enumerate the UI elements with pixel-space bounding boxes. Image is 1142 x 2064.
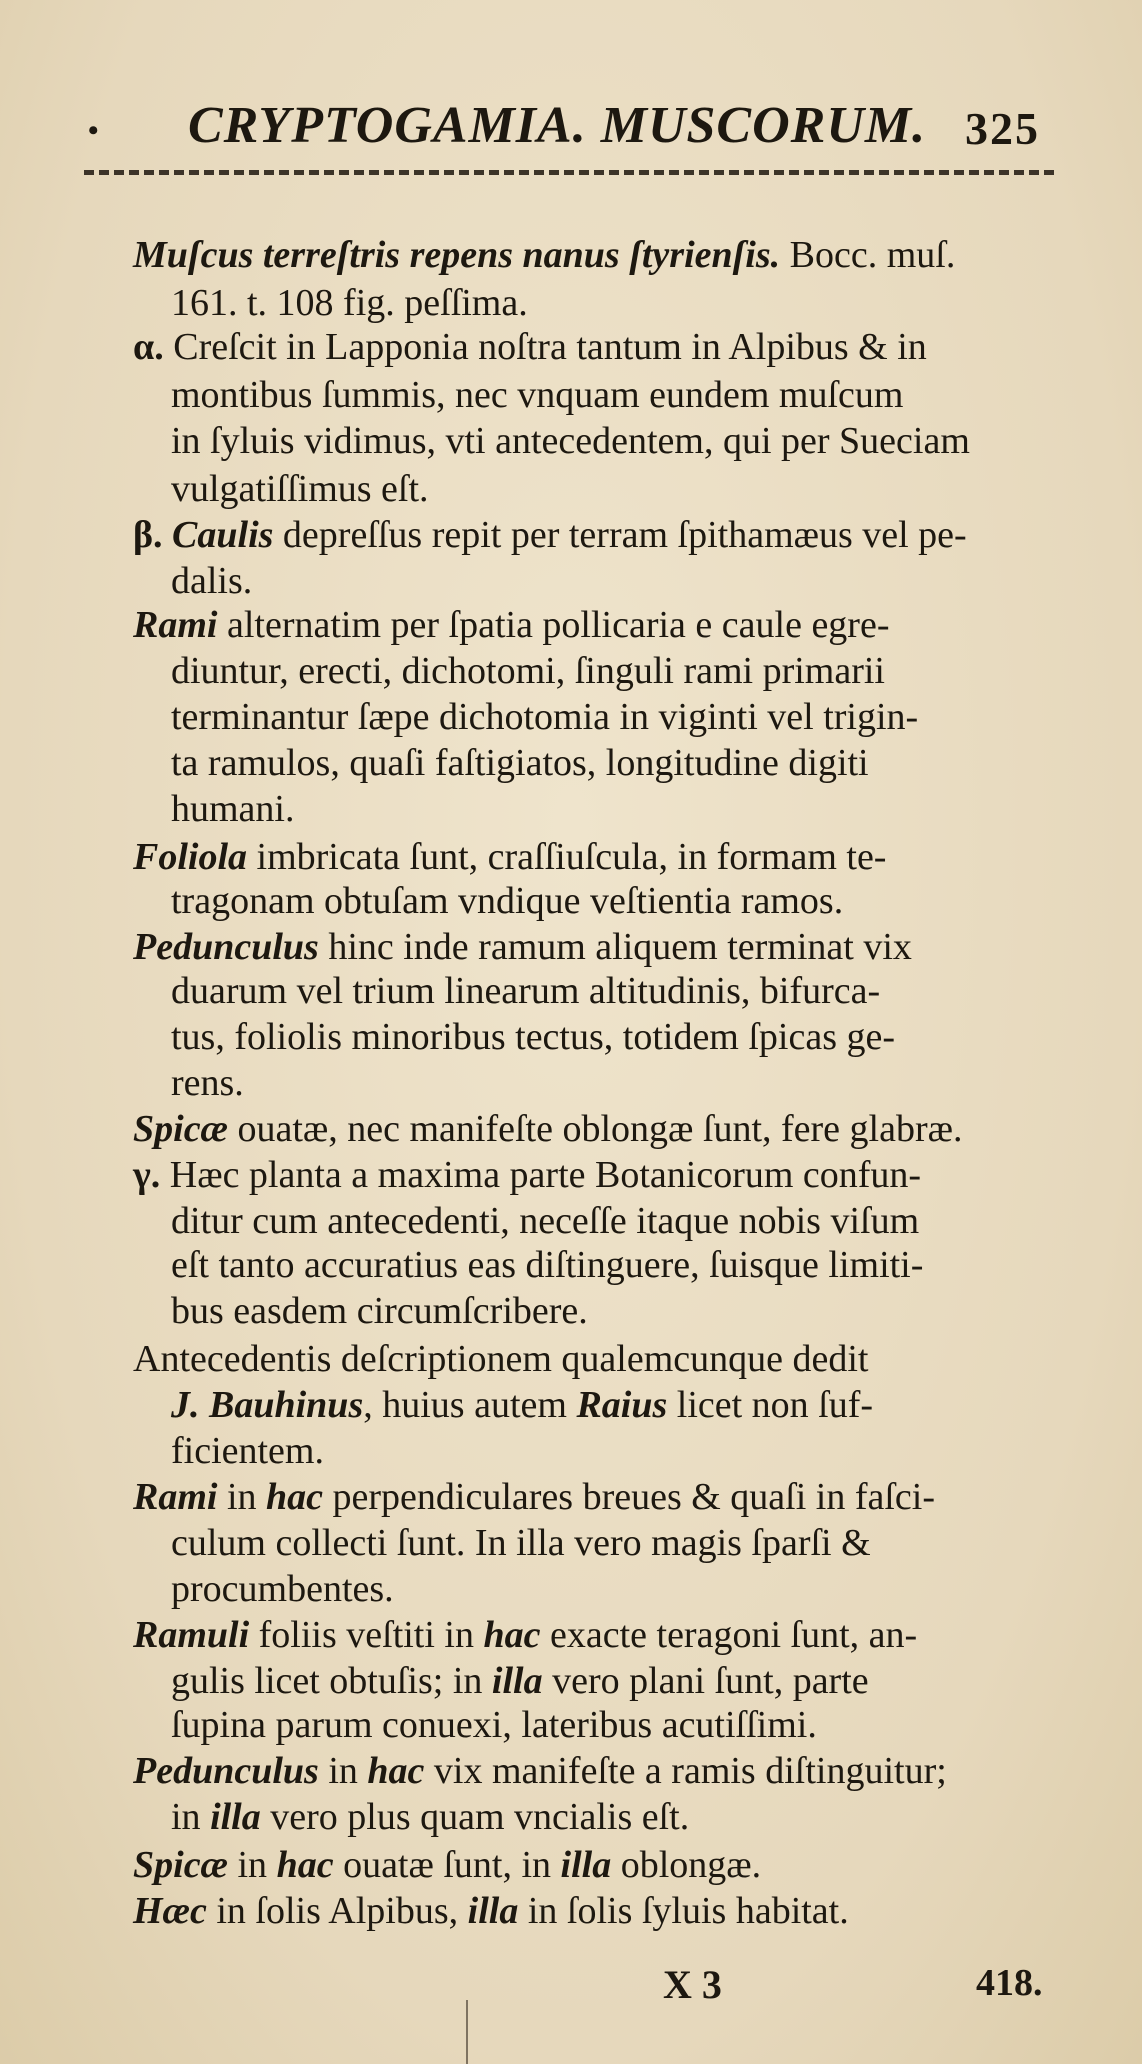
- italic-term: Pedunculus: [133, 1750, 319, 1792]
- text-line: [171, 1014, 895, 1060]
- text-segment: montibus ſummis, nec vnquam eundem muſcum: [171, 374, 904, 416]
- text-line: [133, 924, 912, 970]
- text-segment: terminantur ſæpe dichotomia in viginti vel trigin-: [171, 696, 919, 738]
- text-line: [171, 1658, 869, 1704]
- italic-term: hac: [276, 1844, 334, 1886]
- text-line: [171, 786, 294, 832]
- text-line: [171, 1794, 689, 1840]
- italic-term: Spicæ: [133, 1844, 228, 1886]
- text-line: [171, 878, 843, 924]
- italic-term: Spicæ: [133, 1108, 228, 1150]
- text-segment: in ſolis ſyluis habitat.: [518, 1890, 849, 1932]
- text-segment: ouatæ ſunt, in: [333, 1844, 561, 1886]
- text-line: [133, 1106, 962, 1152]
- text-line: [133, 1612, 917, 1658]
- signature-mark: X 3: [663, 1962, 722, 2007]
- text-line: [171, 1702, 817, 1748]
- text-segment: vix manifeſte a ramis diſtinguitur;: [424, 1750, 947, 1792]
- text-line: [133, 1748, 947, 1794]
- italic-term: Pedunculus: [133, 926, 319, 968]
- text-segment: in ſyluis vidimus, vti antecedentem, qui per Sueciam: [171, 420, 970, 462]
- text-segment: hinc inde ramum aliquem terminat vix: [318, 926, 912, 968]
- text-line: [133, 232, 955, 278]
- text-line: [171, 1520, 871, 1566]
- text-line: [171, 1060, 244, 1106]
- header-rule: [84, 170, 1054, 175]
- text-segment: tragonam obtuſam vndique veſtientia ramos.: [171, 880, 844, 922]
- text-segment: imbricata ſunt, craſſiuſcula, in formam te-: [247, 836, 887, 878]
- italic-term: Foliola: [133, 836, 248, 878]
- text-line: [171, 1428, 324, 1474]
- text-segment: Hæc planta a maxima parte Botanicorum confun-: [160, 1154, 922, 1196]
- italic-term: illa: [210, 1796, 261, 1838]
- text-segment: rens.: [171, 1062, 244, 1104]
- text-segment: in ſolis Alpibus,: [206, 1890, 468, 1932]
- italic-term: illa: [560, 1844, 612, 1886]
- page-number: 325: [965, 103, 1040, 154]
- text-segment: foliis veſtiti in: [249, 1614, 484, 1656]
- text-line: [133, 1842, 761, 1888]
- text-segment: gulis licet obtuſis; in: [171, 1660, 492, 1702]
- italic-term: Rami: [133, 604, 218, 646]
- text-segment: perpendiculares breues & quaſi in faſci-: [323, 1476, 936, 1518]
- text-segment: Antecedentis deſcriptionem qualemcunque dedit: [133, 1338, 869, 1380]
- text-line: [171, 740, 869, 786]
- italic-term: Caulis: [162, 514, 274, 556]
- text-segment: alternatim per ſpatia pollicaria e caule egre-: [217, 604, 890, 646]
- text-line: [133, 1888, 849, 1934]
- text-line: [171, 1566, 394, 1612]
- text-line: [171, 1198, 919, 1244]
- text-line: [133, 1336, 868, 1382]
- text-segment: duarum vel trium linearum altitudinis, bifurca-: [171, 970, 881, 1012]
- text-line: [171, 968, 880, 1014]
- text-segment: vero plus quam vncialis eſt.: [260, 1796, 690, 1838]
- italic-term: Ramuli: [133, 1614, 250, 1656]
- text-line: [171, 1242, 923, 1288]
- text-segment: vulgatiſſimus eſt.: [171, 468, 429, 510]
- text-line: [171, 280, 528, 326]
- text-segment: ficientem.: [171, 1430, 324, 1472]
- italic-term: hac: [367, 1750, 425, 1792]
- text-segment: Creſcit in Lapponia noſtra tantum in Alpibus & in: [163, 326, 927, 368]
- paragraph-marker: α.: [133, 326, 164, 368]
- italic-term: Hæc: [133, 1890, 207, 1932]
- text-line: [171, 1382, 873, 1428]
- text-line: [133, 1474, 935, 1520]
- text-segment: 161. t. 108 fig. peſſima.: [171, 282, 528, 324]
- text-line: [133, 602, 889, 648]
- paragraph-marker: β.: [133, 514, 163, 556]
- text-segment: in: [228, 1844, 277, 1886]
- italic-term: illa: [491, 1660, 543, 1702]
- text-line: [171, 418, 970, 464]
- text-line: [171, 694, 918, 740]
- text-segment: diuntur, erecti, dichotomi, ſinguli rami primarii: [171, 650, 885, 692]
- italic-term: J. Bauhinus: [171, 1384, 364, 1426]
- text-segment: tus, foliolis minoribus tectus, totidem ſpicas ge-: [171, 1016, 896, 1058]
- text-line: [171, 648, 885, 694]
- catchword: 418.: [976, 1962, 1043, 2004]
- text-segment: culum collecti ſunt. In illa vero magis ſparſi &: [171, 1522, 871, 1564]
- text-line: [171, 1288, 588, 1334]
- italic-term: hac: [266, 1476, 324, 1518]
- text-segment: procumbentes.: [171, 1568, 394, 1610]
- italic-term: Raius: [576, 1384, 668, 1426]
- text-segment: ouatæ, nec manifeſte oblongæ ſunt, fere glabræ.: [228, 1108, 963, 1150]
- italic-term: Rami: [133, 1476, 218, 1518]
- text-segment: , huius autem: [363, 1384, 577, 1426]
- text-line: [171, 558, 252, 604]
- text-segment: oblongæ.: [611, 1844, 762, 1886]
- text-segment: dalis.: [171, 560, 253, 602]
- text-segment: ditur cum antecedenti, neceſſe itaque nobis viſum: [171, 1200, 920, 1242]
- header-dot: •: [88, 114, 99, 147]
- text-line: [133, 1152, 921, 1198]
- text-segment: vero plani ſunt, parte: [542, 1660, 869, 1702]
- italic-term: Muſcus terreſtris repens nanus ſtyrienſis.: [133, 234, 781, 276]
- text-segment: ſupina parum conuexi, lateribus acutiſſimi.: [171, 1704, 817, 1746]
- text-segment: depreſſus repit per terram ſpithamæus vel pe-: [273, 514, 967, 556]
- text-segment: in: [217, 1476, 267, 1518]
- text-segment: ta ramulos, quaſi faſtigiatos, longitudine digiti: [171, 742, 869, 784]
- text-line: [133, 324, 927, 370]
- text-segment: humani.: [171, 788, 295, 830]
- italic-term: illa: [467, 1890, 519, 1932]
- paragraph-marker: γ.: [133, 1154, 161, 1196]
- italic-term: hac: [483, 1614, 541, 1656]
- text-line: [133, 834, 886, 880]
- text-line: [133, 512, 967, 558]
- page-header: [80, 96, 1080, 156]
- text-segment: Bocc. muſ.: [780, 234, 956, 276]
- running-title: CRYPTOGAMIA. MUSCORUM.: [188, 97, 927, 154]
- text-line: [171, 372, 903, 418]
- text-segment: exacte teragoni ſunt, an-: [540, 1614, 918, 1656]
- text-line: [171, 466, 429, 512]
- text-segment: in: [171, 1796, 211, 1838]
- text-segment: licet non ſuf-: [667, 1384, 874, 1426]
- text-segment: bus easdem circumſcribere.: [171, 1290, 588, 1332]
- gutter-mark: [466, 2000, 468, 2064]
- text-segment: in: [318, 1750, 368, 1792]
- text-segment: eſt tanto accuratius eas diſtinguere, ſuisque limiti-: [171, 1244, 924, 1286]
